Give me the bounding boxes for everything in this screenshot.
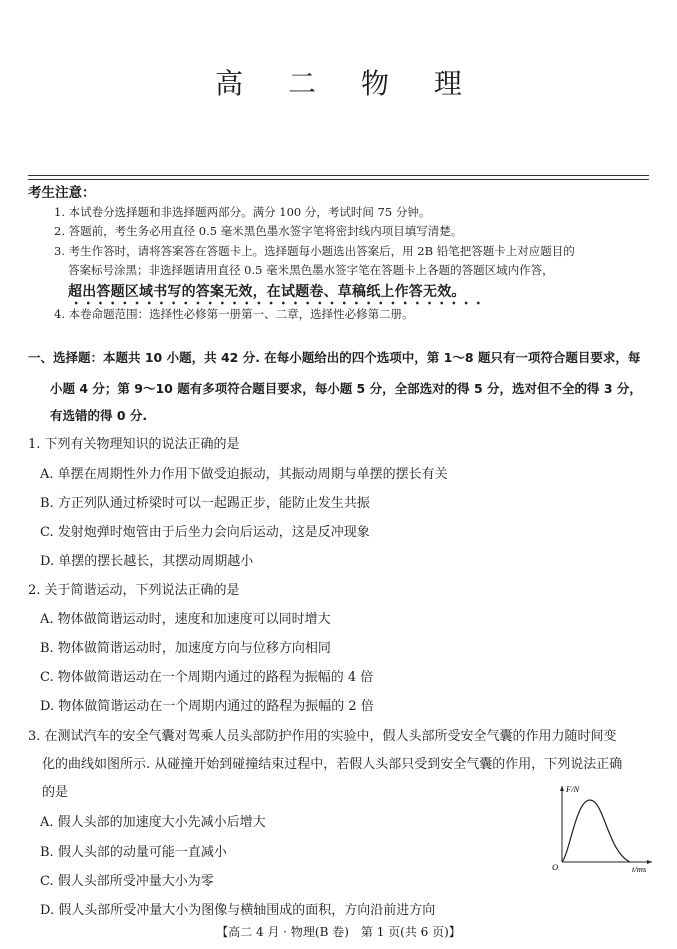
option: C. 物体做简谐运动在一个周期内通过的路程为振幅的 4 倍 [40,670,374,685]
notice-emphasis: 超出答题区域书写的答案无效，在试题卷、草稿纸上作答无效。 [68,284,466,300]
question-stem: 3. 在测试汽车的安全气囊对驾乘人员头部防护作用的实验中，假人头部所受安全气囊的作用力随时间变 [28,729,617,744]
notice-heading: 考生注意： [28,185,96,201]
notice-line: 答案标号涂黑；非选择题请用直径 0.5 毫米黑色墨水签字笔在答题卡上各题的答题区域内作答， [68,263,554,277]
question-stem: 1. 下列有关物理知识的说法正确的是 [28,437,240,452]
option: D. 假人头部所受冲量大小为图像与横轴围成的面积，方向沿前进方向 [40,903,436,918]
section-instructions: 小题 4 分；第 9～10 题有多项符合题目要求，每小题 5 分，全部选对的得 5 分，选对但不全的得 3 分， [50,381,642,396]
notice-line: 1. 本试卷分选择题和非选择题两部分。满分 100 分，考试时间 75 分钟。 [54,205,431,219]
option: A. 物体做简谐运动时，速度和加速度可以同时增大 [40,612,331,627]
question-stem: 的是 [42,785,69,800]
x-axis-label: t/ms [632,864,647,872]
option: A. 单摆在周期性外力作用下做受迫振动，其振动周期与单摆的摆长有关 [40,467,448,482]
divider [28,175,649,176]
option: D. 单摆的摆长越长，其摆动周期越小 [40,554,254,569]
option: B. 方正列队通过桥梁时可以一起踢正步，能防止发生共振 [40,496,370,511]
question-stem: 2. 关于简谐运动，下列说法正确的是 [28,583,240,598]
section-instructions: 有选错的得 0 分. [50,408,148,423]
notice-line: 4. 本卷命题范围：选择性必修第一册第一、二章，选择性必修第二册。 [54,307,414,321]
y-axis-arrow [560,786,564,791]
option: B. 假人头部的动量可能一直减小 [40,845,227,860]
option: C. 发射炮弹时炮管由于后坐力会向后运动，这是反冲现象 [40,525,370,540]
x-axis-arrow [647,860,652,864]
origin-label: O [552,862,559,872]
option: C. 假人头部所受冲量大小为零 [40,874,214,889]
option: A. 假人头部的加速度大小先减小后增大 [40,815,266,830]
notice-line: 2. 答题前，考生务必用直径 0.5 毫米黑色墨水签字笔将密封线内项目填写清楚。 [54,224,463,238]
notice-line: 3. 考生作答时，请将答案答在答题卡上。选择题每小题选出答案后，用 2B 铅笔把答题卡上对应题目的 [54,244,575,258]
y-axis-label: F/N [566,784,580,794]
force-time-graph [548,780,658,872]
emphasis-dots [70,301,485,305]
page-footer: 【高二 4 月 · 物理(B 卷) 第 1 页(共 6 页)】 [216,925,461,939]
section-instructions: 一、选择题：本题共 10 小题，共 42 分. 在每小题给出的四个选项中，第 1～8 题只有一项符合题目要求，每 [28,350,641,365]
divider [28,179,649,180]
question-stem: 化的曲线如图所示. 从碰撞开始到碰撞结束过程中，若假人头部只受到安全气囊的作用，下列说法正确 [42,757,623,772]
option: D. 物体做简谐运动在一个周期内通过的路程为振幅的 2 倍 [40,699,374,714]
force-curve [562,800,630,862]
page-title: 高 二 物 理 [215,67,480,100]
option: B. 物体做简谐运动时，加速度方向与位移方向相同 [40,641,331,656]
